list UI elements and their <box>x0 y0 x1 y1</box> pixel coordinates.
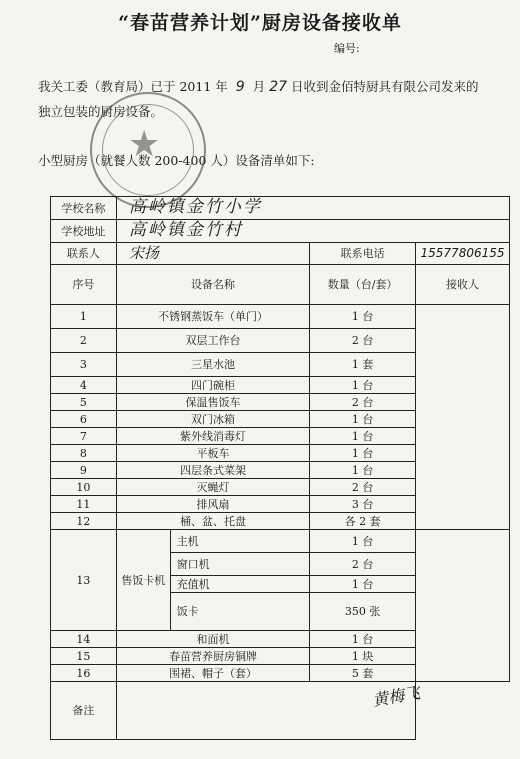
school-name-handwritten: 高岭镇金竹小学 <box>128 197 262 217</box>
phone-handwritten: 15577806155 <box>420 246 505 260</box>
school-name-label: 学校名称 <box>51 197 117 220</box>
row-no: 12 <box>51 513 117 530</box>
row-no: 13 <box>51 530 117 631</box>
row-qty: 1 台 <box>310 631 416 648</box>
row-name: 围裙、帽子（套） <box>116 665 309 682</box>
row-no: 3 <box>51 353 117 377</box>
row-no: 4 <box>51 377 117 394</box>
row-qty: 2 台 <box>310 329 416 353</box>
row-name: 排风扇 <box>116 496 309 513</box>
row-qty: 1 套 <box>310 353 416 377</box>
row-qty: 1 台 <box>310 305 416 329</box>
header-name: 设备名称 <box>116 265 309 305</box>
document-title: “春苗营养计划”厨房设备接收单 <box>118 12 402 34</box>
equipment-table <box>50 196 510 740</box>
receiver-signature: 黄梅飞 <box>370 682 422 711</box>
row-name: 保温售饭车 <box>116 394 309 411</box>
contact-label: 联系人 <box>51 243 117 265</box>
row-name: 和面机 <box>116 631 309 648</box>
row-no: 5 <box>51 394 117 411</box>
row-qty: 3 台 <box>310 496 416 513</box>
row-name: 平板车 <box>116 445 309 462</box>
sub-item-name: 充值机 <box>170 576 310 593</box>
row-name: 四门碗柜 <box>116 377 309 394</box>
handwritten-month: 9 <box>235 79 245 95</box>
group-name: 售饭卡机 <box>116 530 170 631</box>
row-no: 6 <box>51 411 117 428</box>
sub-item-name: 主机 <box>170 530 310 553</box>
star-icon: ★ <box>128 124 161 165</box>
sub-item-name: 饭卡 <box>170 593 310 631</box>
sub-item-qty: 1 台 <box>310 530 416 553</box>
row-no: 1 <box>51 305 117 329</box>
row-qty: 2 台 <box>310 479 416 496</box>
row-name: 春苗营养厨房铜牌 <box>116 648 309 665</box>
row-qty: 5 套 <box>310 665 416 682</box>
sub-item-qty: 2 台 <box>310 553 416 576</box>
row-name: 四层条式菜架 <box>116 462 309 479</box>
receiver-cell <box>416 305 510 530</box>
row-qty: 1 台 <box>310 377 416 394</box>
row-name: 不锈钢蒸饭车（单门） <box>116 305 309 329</box>
contact-handwritten: 宋扬 <box>128 243 159 262</box>
official-seal <box>90 92 206 208</box>
row-no: 7 <box>51 428 117 445</box>
school-address-label: 学校地址 <box>51 220 117 243</box>
header-qty: 数量（台/套） <box>310 265 416 305</box>
equipment-list-intro: 小型厨房（就餐人数 200-400 人）设备清单如下: <box>38 153 315 168</box>
row-no: 2 <box>51 329 117 353</box>
row-no: 9 <box>51 462 117 479</box>
row-no: 10 <box>51 479 117 496</box>
row-name: 紫外线消毒灯 <box>116 428 309 445</box>
row-qty: 1 台 <box>310 462 416 479</box>
row-qty: 1 台 <box>310 428 416 445</box>
row-qty: 1 块 <box>310 648 416 665</box>
row-name: 双层工作台 <box>116 329 309 353</box>
row-qty: 各 2 套 <box>310 513 416 530</box>
receipt-statement-cont: 独立包装的厨房设备。 <box>38 104 164 119</box>
row-qty: 2 台 <box>310 394 416 411</box>
row-no: 8 <box>51 445 117 462</box>
sub-item-qty: 350 张 <box>310 593 416 631</box>
receipt-statement: 我关工委（教育局）已于 2011 年 9 月 27 日收到金佰特厨具有限公司发来的 <box>38 74 479 100</box>
handwritten-day: 27 <box>269 79 288 95</box>
row-name: 三星水池 <box>116 353 309 377</box>
row-name: 双门冰箱 <box>116 411 309 428</box>
row-name: 桶、盆、托盘 <box>116 513 309 530</box>
row-name: 灭蝇灯 <box>116 479 309 496</box>
sub-item-name: 窗口机 <box>170 553 310 576</box>
row-no: 16 <box>51 665 117 682</box>
row-qty: 1 台 <box>310 411 416 428</box>
remark-label: 备注 <box>51 682 117 740</box>
receiver-cell <box>416 530 510 682</box>
sub-item-qty: 1 台 <box>310 576 416 593</box>
header-no: 序号 <box>51 265 117 305</box>
school-address-handwritten: 高岭镇金竹村 <box>128 220 243 240</box>
row-qty: 1 台 <box>310 445 416 462</box>
row-no: 15 <box>51 648 117 665</box>
header-receiver: 接收人 <box>416 265 510 305</box>
phone-label: 联系电话 <box>310 243 416 265</box>
doc-number-label: 编号: <box>334 42 360 55</box>
row-no: 11 <box>51 496 117 513</box>
row-no: 14 <box>51 631 117 648</box>
